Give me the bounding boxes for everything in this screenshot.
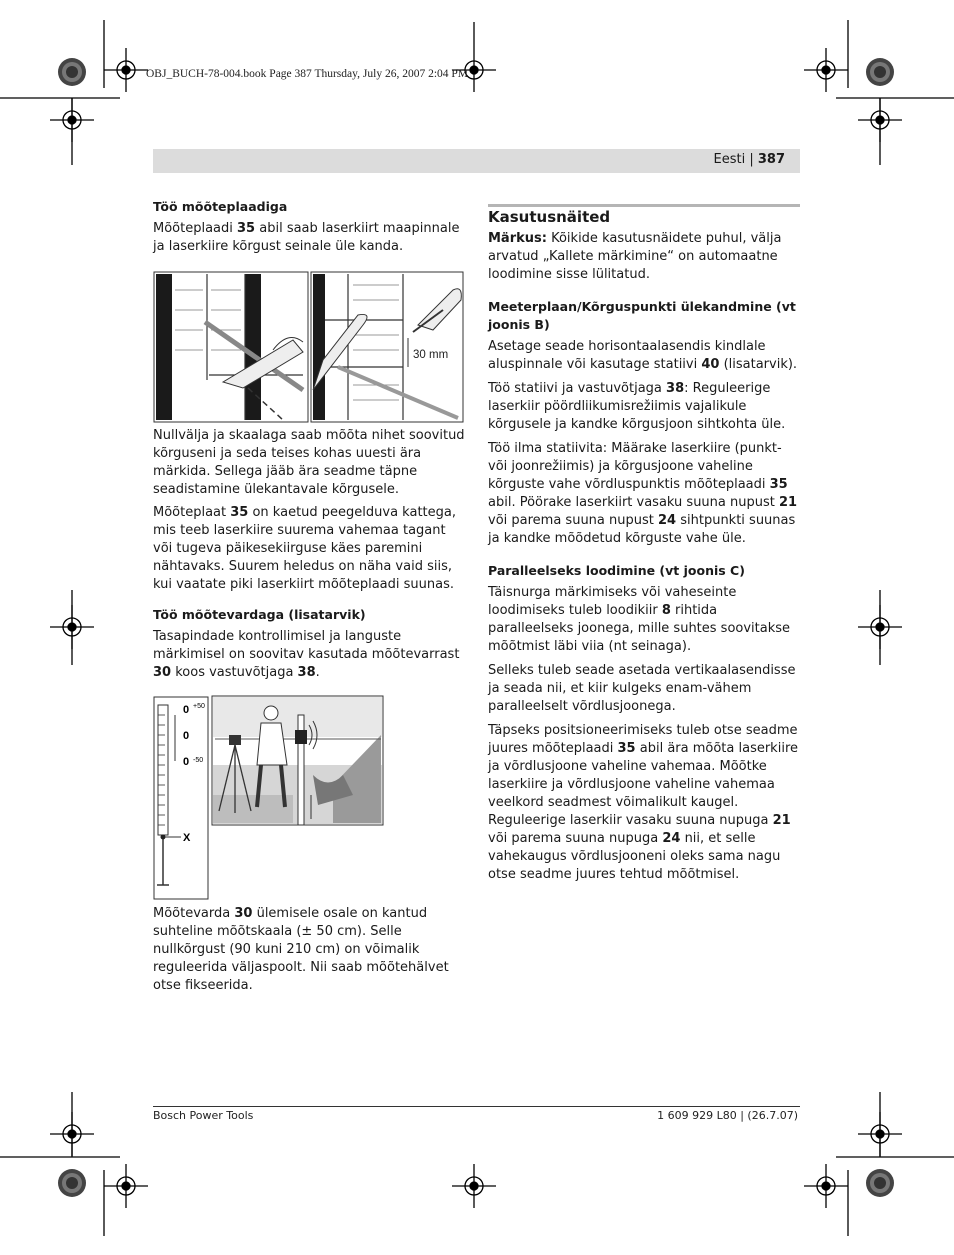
figure-measuring-plate: [153, 270, 465, 424]
paragraph-setup: Asetage seade horisontaalasendis kindlale aluspinnale või kasutage statiivi 40 (lisatarvik).: [488, 339, 798, 372]
section-heading-measuring-rod: Töö mõõtevardaga (lisatarvik): [153, 607, 366, 622]
file-header: OBJ_BUCH-78-004.book Page 387 Thursday, July 26, 2007 2:04 PM: [146, 68, 469, 80]
page-header-text: [713, 152, 785, 167]
paragraph-zero-field: Nullvälja ja skaalaga saab mõõta nihet soovitud kõrguseni ja seda teises kohas uuesti ära märkida. Sellega jääb ära seadme täpne seadistamine ülekantavale kõrgusele.: [153, 428, 465, 497]
rod-label-mid: 0: [183, 730, 190, 742]
rod-label-x: X: [183, 832, 191, 844]
footer-left: Bosch Power Tools: [153, 1109, 254, 1122]
paragraph-tripod-receiver: Töö statiivi ja vastuvõtjaga 38: Reguleerige laserkiir pöördliikumisrežiimis vajalikule kõrgusele ja kandke kõrgusjoon sihtkohta üle.: [488, 381, 786, 432]
rod-label-bottom: 0: [183, 756, 190, 768]
left-column-middle: [153, 427, 465, 688]
paragraph-without-tripod: Töö ilma statiivita: Määrake laserkiire (punkt- või joonrežiimis) ja kõrgusjoone vaheline kõrguste vahe võrdluspunktis mõõteplaadi 35 abil. Pöörake laserkiirt vasaku suuna nupust 21 või parema suuna nupust 24 sihtpunkti suunas ja kandke mõõdetud kõrguste vahe üle.: [488, 441, 798, 546]
header-language: Eesti: [713, 152, 746, 167]
left-column-bottom: [153, 905, 465, 1001]
section-heading-height-transfer: Meeterplaan/Kõrguspunkti ülekandmine (vt joonis B): [488, 299, 796, 332]
right-column-rule: [488, 204, 800, 207]
paragraph-precise-positioning: Täpseks positsioneerimiseks tuleb otse seadme juures mõõteplaadi 35 abil ära mõõta laserkiire ja võrdlusjoone vaheline vahemaa. Mõõtke laserkiire ja võrdlusjoone vaheline vahemaa veelkord seadmest võimalikult kaugel. Reguleerige laserkiir vasaku suuna nupuga 21 või parema suuna nupuga 24 nii, et selle vahekaugus võrdlusjooneni oleks sama nagu otse seadme juures tehtud mõõtmisel.: [488, 723, 798, 882]
section-heading-parallel-plumbing: Paralleelseks loodimine (vt joonis C): [488, 563, 745, 578]
right-column: [488, 208, 802, 890]
rod-label-top-sup: +50: [193, 703, 205, 710]
figure-label-30mm: 30 mm: [413, 349, 449, 361]
paragraph-plate-intro: Mõõteplaadi 35 abil saab laserkiirt maapinnale ja laserkiire kõrgust seinale üle kanda.: [153, 221, 460, 254]
footer-rule: [153, 1106, 800, 1107]
figure-measuring-rod: [153, 695, 385, 901]
paragraph-right-angle: Täisnurga märkimiseks või vaheseinte loodimiseks tuleb loodikiir 8 rihtida paralleelseks joonega, mille suhtes soovitakse mõõtmist läbi viia (nt seinaga).: [488, 585, 791, 654]
paragraph-vertical-position: Selleks tuleb seade asetada vertikaalasendisse ja seada nii, et kiir kulgeks enam-vähem paralleelselt võrdlusjoonega.: [488, 663, 796, 714]
rod-label-top: 0: [183, 704, 190, 716]
header-page-number: 387: [757, 152, 785, 167]
footer-right: 1 609 929 L80 | (26.7.07): [657, 1109, 798, 1122]
paragraph-rod-scale: Mõõtevarda 30 ülemisele osale on kantud suhteline mõõtskaala (± 50 cm). Selle nullkõrgust (90 kuni 210 cm) on võimalik reguleerida väljaspoolt. Nii saab mõõtehälvet otse fikseerida.: [153, 906, 449, 993]
rod-label-bottom-sup: -50: [193, 757, 204, 764]
left-column: [153, 198, 465, 262]
section-title-examples: Kasutusnäited: [488, 208, 611, 226]
paragraph-note: Märkus: Kõikide kasutusnäidete puhul, välja arvatud „Kallete märkimine“ on automaatne loodimine sisse lülitatud.: [488, 231, 782, 282]
section-heading-measuring-plate: Töö mõõteplaadiga: [153, 199, 288, 214]
paragraph-rod-usage: Tasapindade kontrollimisel ja languste märkimisel on soovitav kasutada mõõtevarrast 30 koos vastuvõtjaga 38.: [153, 629, 460, 680]
header-separator: |: [749, 152, 754, 167]
page-header-bar: [153, 149, 800, 173]
paragraph-reflective-coating: Mõõteplaat 35 on kaetud peegelduva kattega, mis teeb laserkiire suurema vahemaa tagant või tugeva päikesekiirguse käes paremini nähtavaks. Suurem heledus on näha vaid siis, kui vaatate piki laserkiirt mõõteplaadi suunas.: [153, 505, 456, 592]
